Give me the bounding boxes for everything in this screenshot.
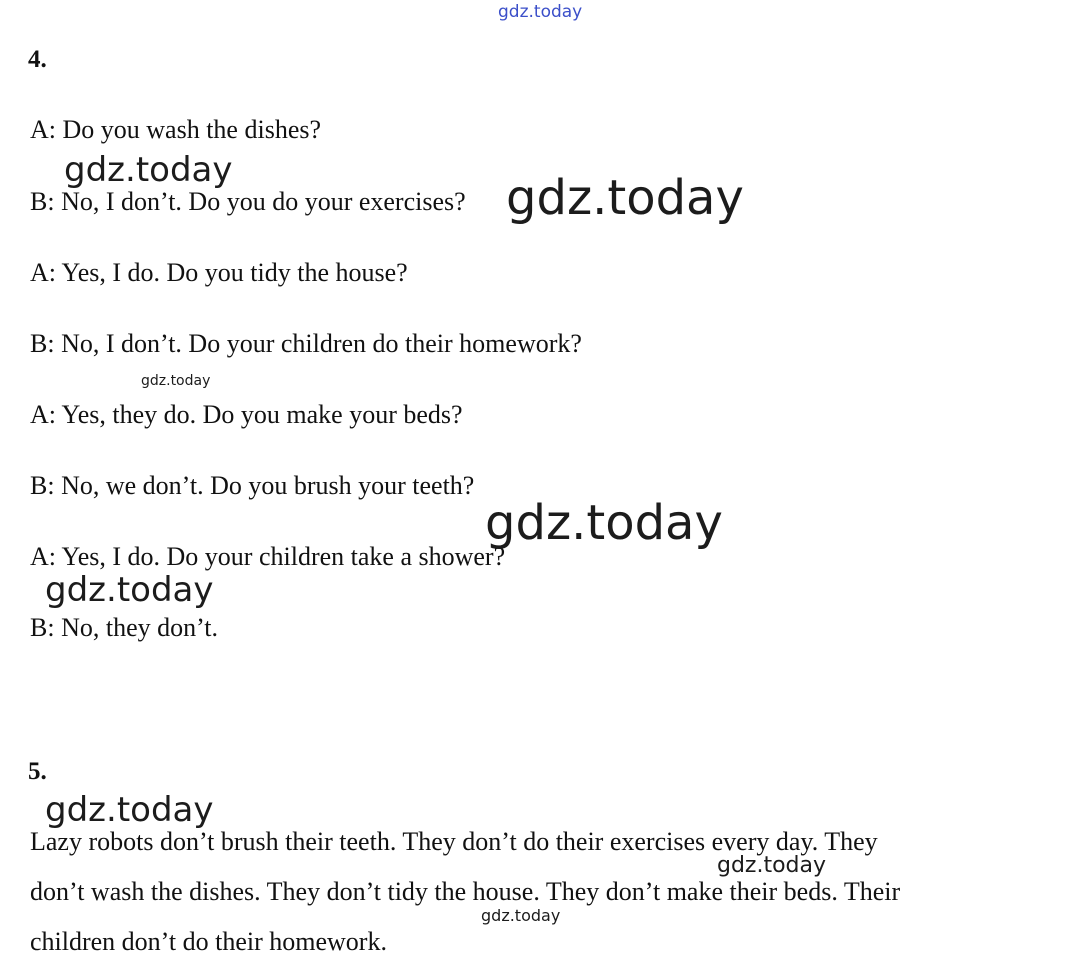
exercise-5-paragraph — [30, 0, 1060, 977]
watermark-4: gdz.today — [485, 495, 723, 551]
watermark-3: gdz.today — [141, 373, 211, 389]
paragraph-line-1: Lazy robots don’t brush their teeth. They don’t do their exercises every day. They — [30, 827, 878, 856]
dialogue-line-2: B: No, I don’t. Do you do your exercises? — [30, 187, 466, 216]
dialogue-line-4: B: No, I don’t. Do your children do their homework? — [30, 329, 582, 358]
watermark-5: gdz.today — [45, 570, 214, 610]
paragraph-line-3: children don’t do their homework. — [30, 927, 387, 956]
dialogue-line-1: A: Do you wash the dishes? — [30, 115, 322, 144]
watermark-1: gdz.today — [64, 150, 233, 190]
watermark-6: gdz.today — [45, 790, 214, 830]
dialogue-line-3: A: Yes, I do. Do you tidy the house? — [30, 258, 408, 287]
watermark-7: gdz.today — [717, 853, 827, 878]
dialogue-line-7: A: Yes, I do. Do your children take a shower? — [30, 542, 506, 571]
watermark-top: gdz.today — [498, 2, 583, 22]
exercise-4-number: 4. — [28, 46, 47, 73]
exercise-5-number: 5. — [28, 758, 47, 785]
paragraph-line-2: don’t wash the dishes. They don’t tidy the house. They don’t make their beds. Their — [30, 877, 901, 906]
dialogue-line-5: A: Yes, they do. Do you make your beds? — [30, 400, 463, 429]
watermark-2: gdz.today — [506, 170, 744, 226]
dialogue-line-6: B: No, we don’t. Do you brush your teeth? — [30, 471, 475, 500]
dialogue-line-8: B: No, they don’t. — [30, 613, 219, 642]
watermark-8: gdz.today — [481, 906, 561, 925]
